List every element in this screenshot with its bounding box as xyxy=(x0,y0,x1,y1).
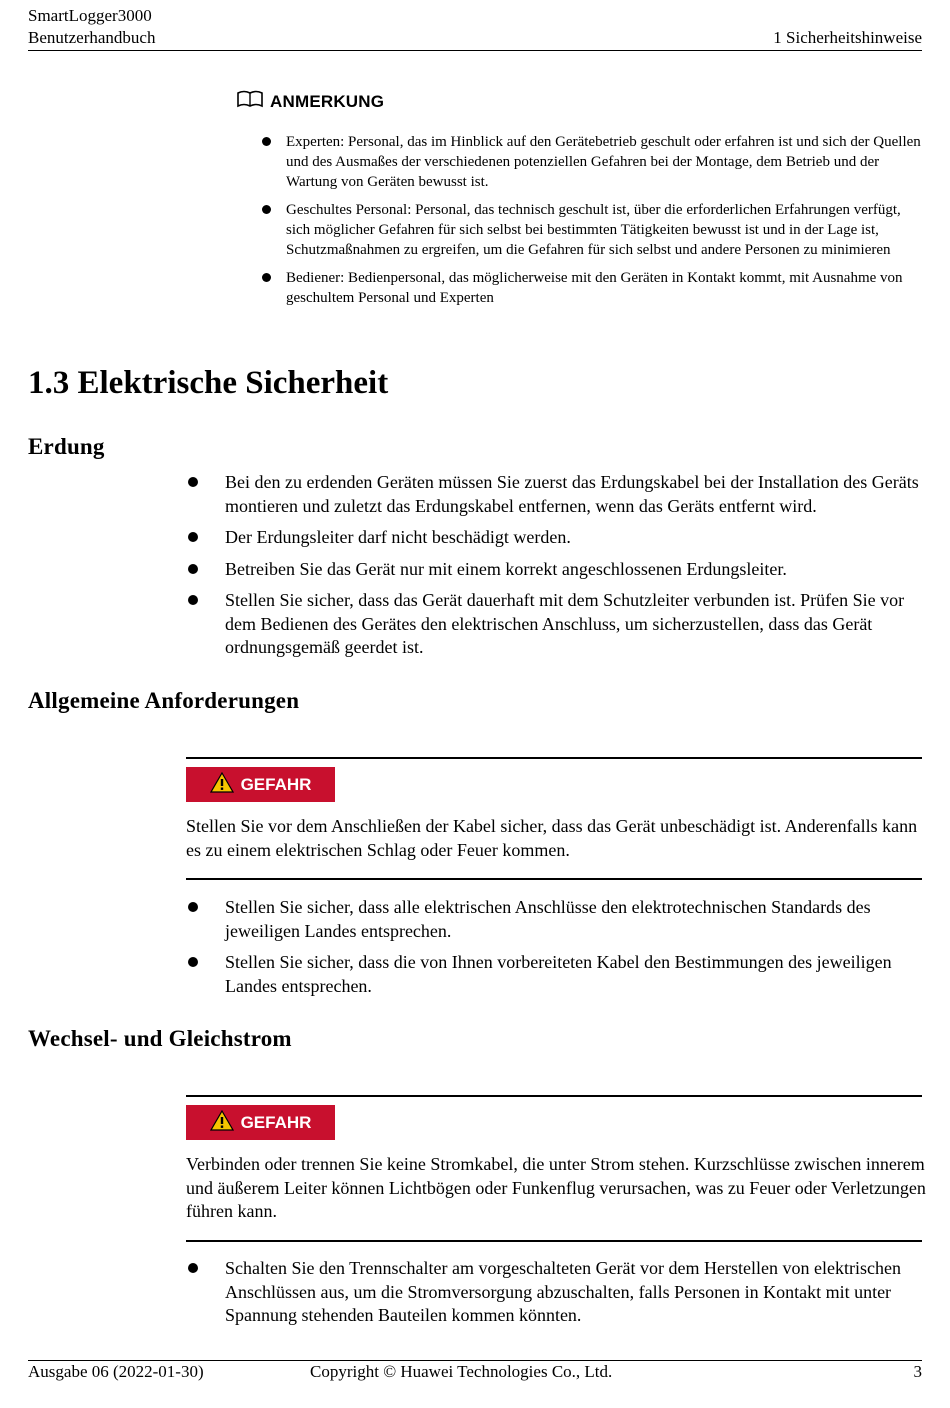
list-item: Der Erdungsleiter darf nicht beschädigt werden. xyxy=(188,526,926,550)
danger-badge xyxy=(186,1105,335,1140)
section-title: 1.3 Elektrische Sicherheit xyxy=(28,365,389,401)
allgemein-list xyxy=(188,896,926,1006)
header-doc-type: Benutzerhandbuch xyxy=(28,28,156,47)
footer-copyright: Copyright © Huawei Technologies Co., Ltd. xyxy=(310,1362,613,1381)
list-item: Bei den zu erdenden Geräten müssen Sie zuerst das Erdungskabel bei der Installation des Geräts montieren und zuletzt das Erdungskabel entfernen, wenn das Geräts entfernt wird. xyxy=(188,471,926,518)
list-item: Stellen Sie sicher, dass das Gerät dauerhaft mit dem Schutzleiter verbunden ist. Prüfen Sie vor dem Bedienen des Gerätes den elektrischen Anschluss, um sicherzustellen, dass das Gerät ordnungsgemäß geerdet ist. xyxy=(188,589,926,660)
danger-text: Stellen Sie vor dem Anschließen der Kabel sicher, dass das Gerät unbeschädigt ist. Anderenfalls kann es zu einem elektrischen Schlag oder Feuer kommen. xyxy=(186,816,918,860)
list-item: Experten: Personal, das im Hinblick auf den Gerätebetrieb geschult oder erfahren ist und sich der Quellen und des Ausmaßes der verschiedenen potenziellen Gefahren bei der Montage, dem Betrieb und der Wartung von Geräten bewusst ist. xyxy=(262,132,926,192)
erdung-list xyxy=(188,471,926,668)
warning-icon xyxy=(210,772,234,798)
list-item: Betreiben Sie das Gerät nur mit einem korrekt angeschlossenen Erdungsleiter. xyxy=(188,558,926,582)
list-item: Schalten Sie den Trennschalter am vorgeschalteten Gerät vor dem Herstellen von elektrischen Anschlüssen aus, um die Stromversorgung abzuschalten, falls Personen in Kontakt mit unter Spannung stehenden Bauteilen kommen könnten. xyxy=(188,1257,926,1328)
header-product: SmartLogger3000 xyxy=(28,6,152,25)
danger-bottom-rule xyxy=(186,1240,922,1242)
list-item: Stellen Sie sicher, dass alle elektrischen Anschlüsse den elektrotechnischen Standards des jeweiligen Landes entsprechen. xyxy=(188,896,926,943)
danger-bottom-rule xyxy=(186,878,922,880)
danger-label: GEFAHR xyxy=(240,1112,312,1132)
header-rule xyxy=(28,50,922,51)
strom-list xyxy=(188,1257,926,1336)
subsection-title-strom: Wechsel- und Gleichstrom xyxy=(28,1026,292,1051)
header-chapter: 1 Sicherheitshinweise xyxy=(773,28,922,47)
footer-edition: Ausgabe 06 (2022-01-30) xyxy=(28,1362,204,1381)
warning-icon xyxy=(210,1110,234,1136)
danger-text: Verbinden oder trennen Sie keine Stromkabel, die unter Strom stehen. Kurzschlüsse zwischen innerem und äußerem Leiter können Lichtbögen oder Funkenflug verursachen, was zu Feuer oder Verletzungen führen kann. xyxy=(186,1154,926,1221)
danger-top-rule xyxy=(186,757,922,759)
note-heading xyxy=(236,90,384,113)
list-item: Bediener: Bedienpersonal, das möglicherweise mit den Geräten in Kontakt kommt, mit Ausnahme von geschultem Personal und Experten xyxy=(262,268,926,308)
list-item: Stellen Sie sicher, dass die von Ihnen vorbereiteten Kabel den Bestimmungen des jeweiligen Landes entsprechen. xyxy=(188,951,926,998)
subsection-title-allgemein: Allgemeine Anforderungen xyxy=(28,688,300,713)
list-item: Geschultes Personal: Personal, das technisch geschult ist, über die erforderlichen Erfahrungen verfügt, sich möglicher Gefahren für sich selbst bei bestimmten Tätigkeiten bewusst ist und in der Lage ist, Schutzmaßnahmen zu ergreifen, um die Gefahren für sich selbst und andere Personen zu minimieren xyxy=(262,200,926,260)
footer-page-number: 3 xyxy=(913,1362,922,1381)
danger-top-rule xyxy=(186,1095,922,1097)
note-title: ANMERKUNG xyxy=(270,91,385,111)
danger-badge xyxy=(186,767,335,802)
book-icon xyxy=(236,90,264,113)
danger-label: GEFAHR xyxy=(240,774,312,794)
subsection-title-erdung: Erdung xyxy=(28,434,105,459)
note-list xyxy=(262,132,926,316)
